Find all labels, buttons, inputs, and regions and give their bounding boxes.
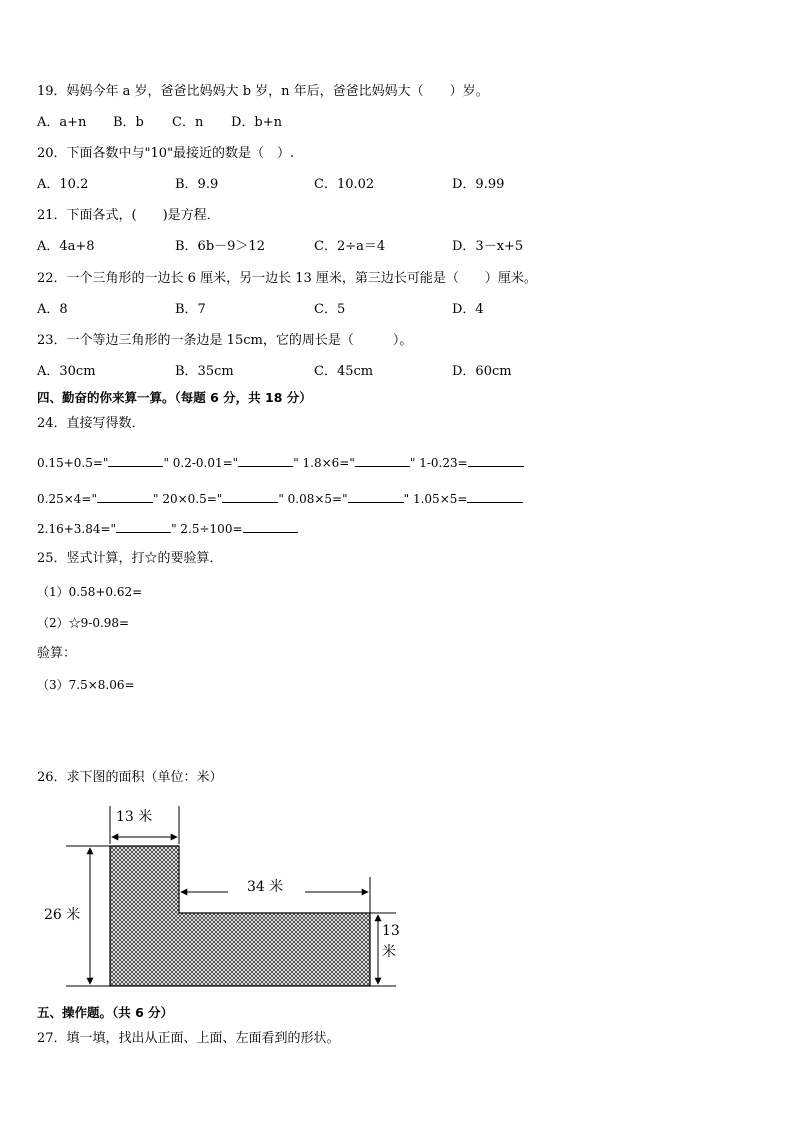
q24-expr-8: " 1.05×5= [403, 492, 468, 506]
q24-expr-7: " 0.08×5=" [278, 492, 348, 506]
q20-option-c: C．10.02 [314, 177, 375, 192]
section-5-heading: 五、操作题。（共 6 分） [37, 1005, 174, 1020]
q27-stem: 27．填一填，找出从正面、上面、左面看到的形状。 [37, 1031, 340, 1046]
q22-option-a: A．8 [37, 302, 68, 317]
answer-blank[interactable] [222, 490, 278, 503]
q26-stem: 26．求下图的面积（单位：米） [37, 770, 223, 785]
q20-option-a: A．10.2 [37, 177, 89, 192]
q22-stem: 22．一个三角形的一边长 6 厘米，另一边长 13 厘米，第三边长可能是（ ）厘米。 [37, 271, 537, 286]
q24-expr-4: " 1-0.23= [409, 456, 468, 470]
answer-blank[interactable] [97, 490, 153, 503]
l-shape-region [110, 846, 370, 986]
q19-option-a: A．a+n [37, 115, 87, 130]
q24-expr-5: 0.25×4=" [37, 492, 97, 506]
q19-option-b: B．b [113, 115, 144, 130]
q20-stem: 20．下面各数中与"10"最接近的数是（ ）. [37, 146, 295, 161]
q20-option-b: B．9.9 [175, 177, 219, 192]
q25-item-3: （3）7.5×8.06= [37, 678, 135, 692]
q25-stem: 25．竖式计算，打☆的要验算． [37, 551, 223, 566]
answer-blank[interactable] [108, 454, 163, 467]
answer-blank[interactable] [243, 520, 298, 533]
q24-expr-6: " 20×0.5=" [152, 492, 223, 506]
answer-blank[interactable] [467, 490, 523, 503]
answer-blank[interactable] [468, 454, 524, 467]
answer-blank[interactable] [238, 454, 293, 467]
q20-option-d: D．9.99 [452, 177, 505, 192]
q19-option-d: D．b+n [231, 115, 283, 130]
q19-stem: 19．妈妈今年 a 岁，爸爸比妈妈大 b 岁，n 年后，爸爸比妈妈大（ ）岁。 [37, 84, 489, 99]
q21-option-d: D．3－x+5 [452, 239, 524, 254]
q24-row-3 [37, 520, 298, 537]
right-height-label-unit: 米 [382, 944, 396, 960]
q24-expr-3: " 1.8×6=" [293, 456, 355, 470]
l-shape-area-figure [40, 800, 410, 995]
q23-option-a: A．30cm [37, 364, 96, 379]
answer-blank[interactable] [355, 454, 410, 467]
answer-blank[interactable] [116, 520, 171, 533]
bottom-length-label: 34 米 [247, 879, 284, 895]
q21-option-a: A．4a+8 [37, 239, 95, 254]
q22-option-c: C．5 [314, 302, 346, 317]
q25-item-2: （2）☆9-0.98= [37, 616, 130, 630]
q24-expr-9: 2.16+3.84=" [37, 522, 117, 536]
q21-option-c: C．2÷a＝4 [314, 239, 386, 254]
left-height-label: 26 米 [44, 907, 81, 923]
q22-option-b: B．7 [175, 302, 206, 317]
section-4-heading: 四、勤奋的你来算一算。（每题 6 分，共 18 分） [37, 390, 312, 405]
q23-option-d: D．60cm [452, 364, 512, 379]
q24-row-2 [37, 490, 523, 507]
answer-blank[interactable] [348, 490, 404, 503]
q23-stem: 23．一个等边三角形的一条边是 15cm，它的周长是（ ）。 [37, 333, 413, 348]
q25-check-label: 验算： [37, 646, 77, 661]
q24-expr-2: " 0.2-0.01=" [163, 456, 239, 470]
q24-expr-1: 0.15+0.5=" [37, 456, 109, 470]
right-height-label-number: 13 [382, 923, 400, 939]
top-width-label: 13 米 [116, 809, 153, 825]
q22-option-d: D．4 [452, 302, 484, 317]
q23-option-c: C．45cm [314, 364, 374, 379]
q25-item-1: （1）0.58+0.62= [37, 585, 143, 599]
q23-option-b: B．35cm [175, 364, 234, 379]
q24-expr-10: " 2.5÷100= [171, 522, 243, 536]
q21-option-b: B．6b－9＞12 [175, 239, 265, 254]
q24-row-1 [37, 454, 524, 471]
q24-stem: 24．直接写得数． [37, 416, 145, 431]
q21-stem: 21．下面各式，( )是方程． [37, 208, 220, 223]
q19-option-c: C．n [172, 115, 204, 130]
